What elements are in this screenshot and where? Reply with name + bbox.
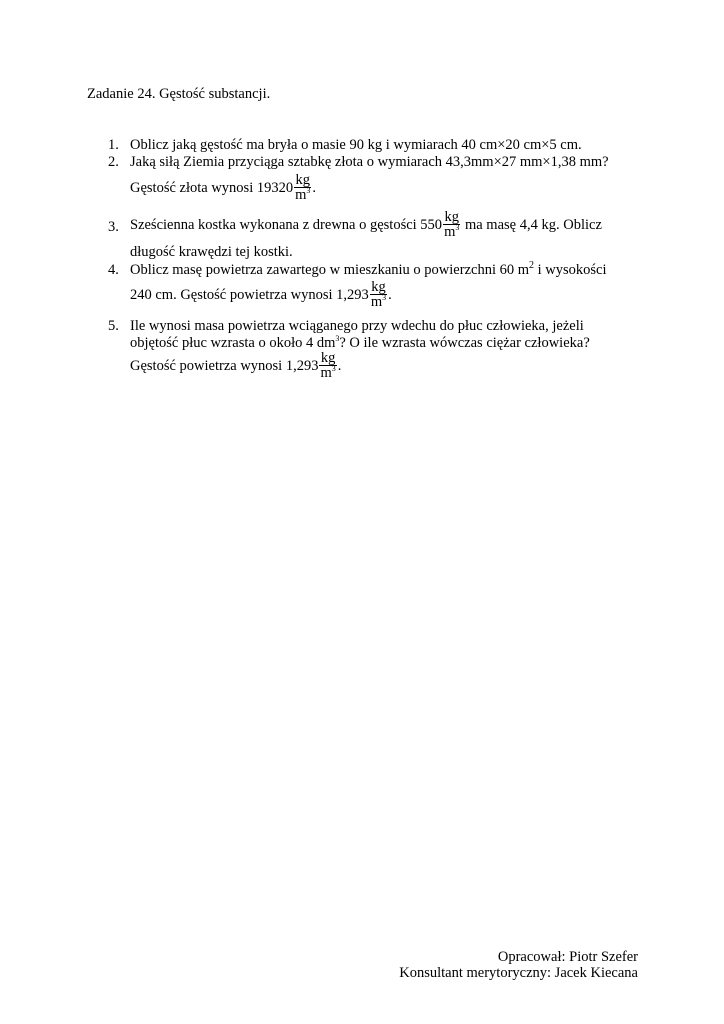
task-2-number: 2. xyxy=(108,154,119,170)
unit-numerator: kg xyxy=(320,350,336,366)
unit-numerator: kg xyxy=(444,209,459,225)
task-3-text-end: ma masę 4,4 kg. Oblicz xyxy=(461,216,602,233)
unit-denominator: $m^3$ xyxy=(370,293,387,310)
task-4-line-2 xyxy=(130,281,392,310)
area-exponent: 2 xyxy=(529,260,535,272)
footer-consultant: Konsultant merytoryczny: Jacek Kiecana xyxy=(399,965,638,981)
task-5-line-1: Ile wynosi masa powietrza wciąganego przy wdechu do płuc człowieka, jeżeli xyxy=(130,318,584,334)
unit-fraction xyxy=(443,210,460,239)
task-5-number: 5. xyxy=(108,318,119,334)
task-2-period: . xyxy=(312,179,317,196)
task-4-density-text: 240 cm. Gęstość powietrza wynosi 1,293 xyxy=(130,286,369,303)
unit-fraction xyxy=(370,280,387,309)
task-5-density-text: Gęstość powietrza wynosi 1,293 xyxy=(130,357,319,374)
task-5-line-2: objętość płuc wzrasta o około 4 $dm^3$? O ile wzrasta wówczas ciężar człowieka? xyxy=(130,334,590,351)
unit-fraction xyxy=(294,173,311,202)
unit-denominator: $m^3$ xyxy=(295,186,311,203)
task-5-period: . xyxy=(337,357,342,374)
task-2-text: Jaką siłą Ziemia przyciąga sztabkę złota o wymiarach 43,3mm×27 mm×1,38 mm? xyxy=(130,154,609,170)
task-2-density-line xyxy=(130,174,316,203)
unit-numerator: kg xyxy=(295,172,310,188)
volume-exponent: 3 xyxy=(335,334,340,344)
task-1-text: Oblicz jaką gęstość ma bryła o masie 90 kg i wymiarach 40 cm×20 cm×5 cm. xyxy=(130,137,582,153)
unit-fraction xyxy=(319,351,336,380)
task-4-number: 4. xyxy=(108,262,119,278)
unit-denominator: $m^3$ xyxy=(444,223,460,240)
task-3-number: 3. xyxy=(108,219,119,235)
task-2-density-text: Gęstość złota wynosi 19320 xyxy=(130,179,294,196)
task-5-line-3 xyxy=(130,352,341,381)
task-3-line-2: długość krawędzi tej kostki. xyxy=(130,244,293,260)
footer-author: Opracował: Piotr Szefer xyxy=(497,949,638,965)
unit-denominator: $m^3$ xyxy=(320,364,336,381)
task-1-number: 1. xyxy=(108,137,119,153)
page-title: Zadanie 24. Gęstość substancji. xyxy=(87,86,271,102)
task-3-text-start: Sześcienna kostka wykonana z drewna o gęstości 550 xyxy=(130,216,443,233)
task-4-period: . xyxy=(388,286,392,303)
task-3-line-1 xyxy=(130,211,602,240)
task-4-line-1: Oblicz masę powietrza zawartego w mieszkaniu o powierzchni 60 $m^2$ i wysokości xyxy=(130,260,607,278)
unit-numerator: kg xyxy=(371,279,386,295)
